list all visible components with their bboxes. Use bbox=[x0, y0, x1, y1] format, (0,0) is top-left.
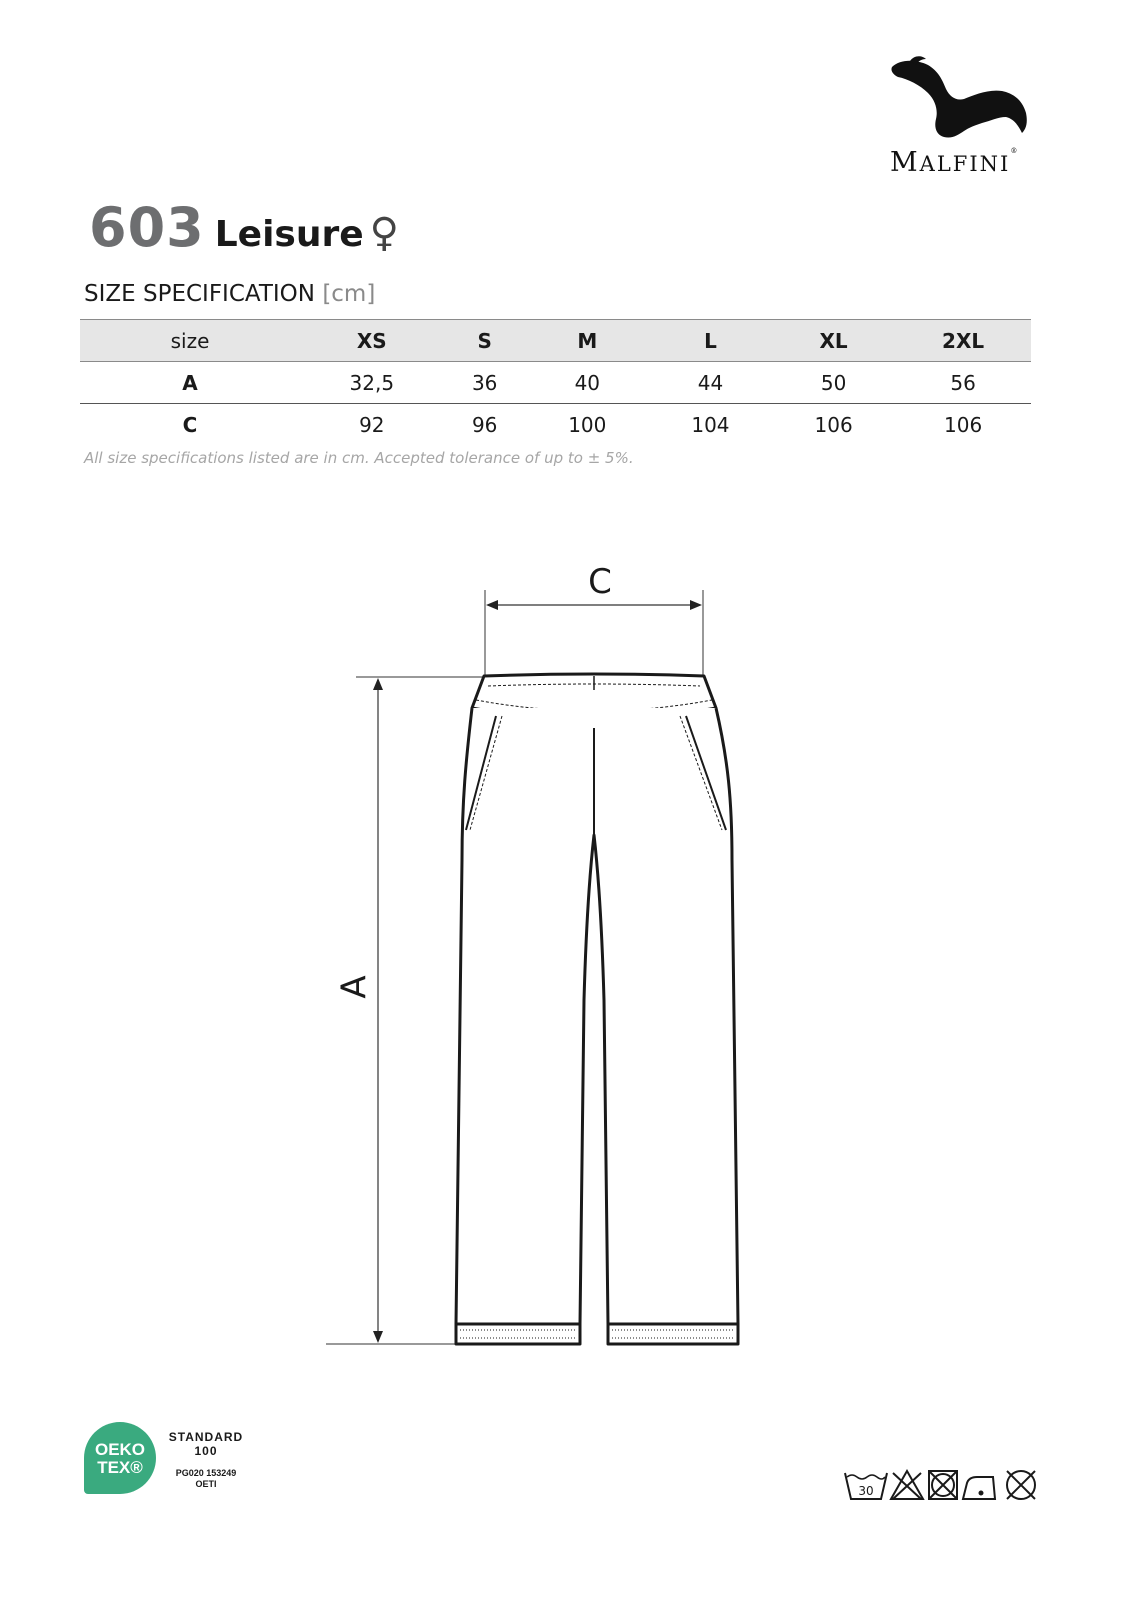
product-name: Leisure bbox=[214, 214, 364, 255]
table-cell: 100 bbox=[568, 412, 607, 437]
standard-line-1: STANDARD bbox=[168, 1430, 244, 1444]
oeko-text-1: OEKO bbox=[94, 1440, 146, 1459]
table-row bbox=[80, 404, 1031, 446]
care-symbols bbox=[843, 1465, 1047, 1507]
spec-unit: [cm] bbox=[322, 281, 376, 307]
malfini-logo bbox=[890, 55, 1050, 178]
code-line-2: OETI bbox=[195, 1479, 217, 1489]
width-dimension bbox=[485, 562, 703, 675]
table-cell: 96 bbox=[471, 412, 498, 437]
table-cell: 50 bbox=[772, 362, 895, 404]
brand-wordmark bbox=[890, 147, 1050, 178]
product-title bbox=[89, 196, 399, 266]
tolerance-note: All size specifications listed are in cm. Accepted tolerance of up to ± 5%. bbox=[84, 449, 634, 467]
dimension-label-c: C bbox=[588, 562, 612, 602]
table-cell: 56 bbox=[895, 362, 1031, 404]
row-label: C bbox=[182, 412, 198, 437]
oeko-text-2: TEX® bbox=[97, 1458, 143, 1477]
table-header-row bbox=[80, 320, 1031, 362]
wash-30-icon bbox=[845, 1473, 887, 1499]
header-size-m: M bbox=[526, 320, 649, 362]
table-cell: 44 bbox=[649, 362, 772, 404]
header-size-s: S bbox=[444, 320, 526, 362]
table-cell: 36 bbox=[444, 362, 526, 404]
wash-temperature: 30 bbox=[858, 1484, 874, 1498]
oeko-code bbox=[164, 1468, 248, 1490]
table-cell: 104 bbox=[691, 412, 730, 437]
header-size-l: L bbox=[649, 320, 772, 362]
header-size-2xl: 2XL bbox=[895, 320, 1031, 362]
no-tumble-dry-icon bbox=[929, 1471, 957, 1499]
oeko-tex-badge bbox=[84, 1422, 284, 1502]
no-bleach-icon bbox=[891, 1471, 923, 1499]
pants-technical-drawing bbox=[320, 550, 770, 1370]
table-cell: 92 bbox=[359, 412, 385, 437]
table-cell: 106 bbox=[944, 412, 983, 437]
header-size-xl: XL bbox=[772, 320, 895, 362]
table-cell: 32,5 bbox=[300, 362, 444, 404]
no-dry-clean-icon bbox=[1007, 1471, 1035, 1499]
code-line-1: PG020 153249 bbox=[175, 1468, 237, 1478]
brand-name-rest: ALFINI bbox=[919, 152, 1011, 176]
row-label: A bbox=[80, 362, 300, 404]
iron-low-icon bbox=[963, 1477, 995, 1499]
header-size-label: size bbox=[80, 320, 300, 362]
spec-heading-text: SIZE SPECIFICATION bbox=[84, 281, 315, 307]
pants-outline bbox=[456, 674, 738, 1344]
header-size-xs: XS bbox=[300, 320, 444, 362]
table-row bbox=[80, 362, 1031, 404]
table-cell: 106 bbox=[814, 412, 853, 437]
size-spec-heading bbox=[84, 281, 375, 307]
eagle-icon bbox=[890, 55, 1050, 145]
product-number: 603 bbox=[89, 196, 205, 259]
dimension-label-a: A bbox=[334, 975, 375, 999]
oeko-standard bbox=[164, 1430, 248, 1458]
registered-mark: ® bbox=[1010, 147, 1020, 155]
standard-line-2: 100 bbox=[194, 1444, 218, 1458]
size-table bbox=[80, 319, 1031, 445]
brand-initial: M bbox=[890, 147, 920, 178]
table-cell: 40 bbox=[526, 362, 649, 404]
female-symbol-icon: ♀ bbox=[369, 210, 399, 256]
